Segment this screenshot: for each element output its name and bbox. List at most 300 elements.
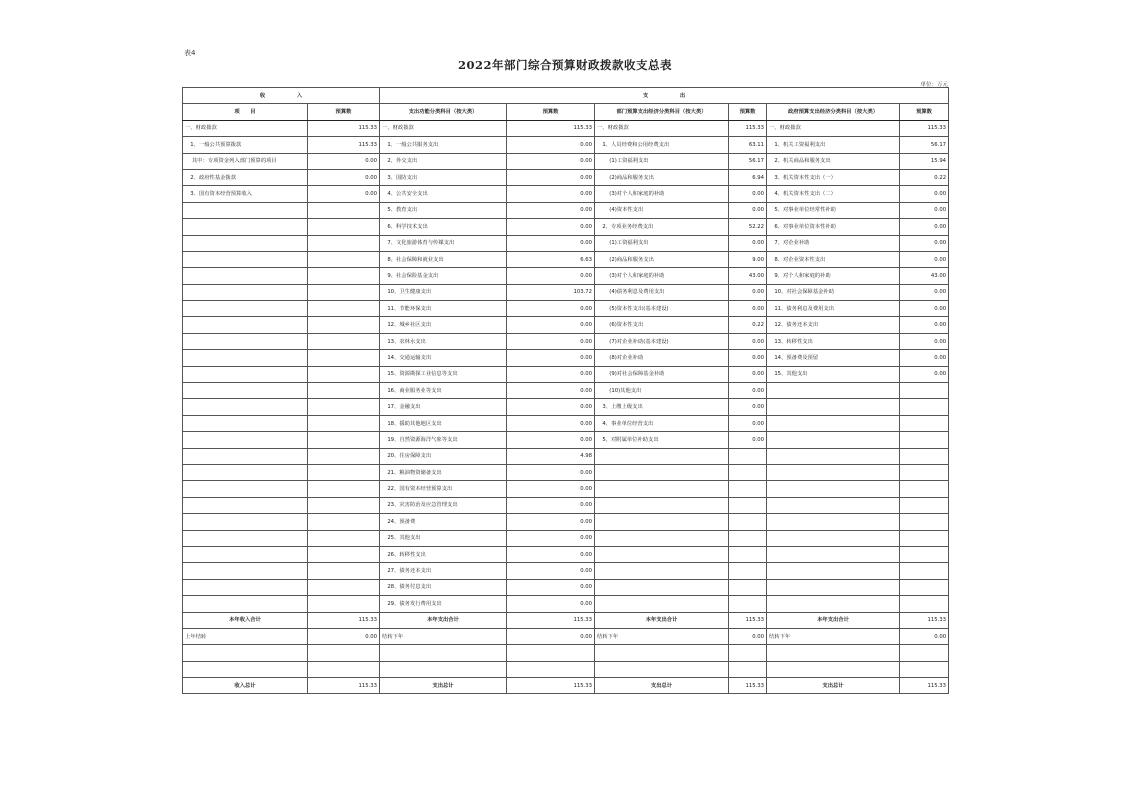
budget-value-cell: 0.00 [507,137,595,153]
item-name-cell [183,235,308,251]
item-name-cell: 结转下年 [767,628,900,644]
table-row [183,448,949,464]
item-name-cell: 2、专项业务经费支出 [595,219,729,235]
item-name-cell: 12、城乡社区支出 [380,317,507,333]
table-row [183,153,949,169]
item-name-cell: 本年支出合计 [595,612,729,628]
budget-value-cell: 115.33 [900,612,949,628]
table-row [183,563,949,579]
item-name-cell: (8)对企业补助 [595,350,729,366]
budget-value-cell: 0.00 [507,268,595,284]
item-name-cell: 本年收入合计 [183,612,308,628]
budget-value-cell: 0.00 [729,350,767,366]
budget-value-cell: 0.00 [900,628,949,644]
budget-value-cell: 43.00 [729,268,767,284]
item-name-cell: (3)对个人和家庭的补助 [595,268,729,284]
item-name-cell [183,317,308,333]
item-name-cell [183,202,308,218]
budget-value-cell [900,514,949,530]
item-name-cell: 11、债务利息及费用支出 [767,301,900,317]
carry-over-row [183,628,949,644]
budget-value-cell [729,514,767,530]
budget-value-cell: 115.33 [507,120,595,136]
budget-value-cell [900,415,949,431]
empty-cell [308,645,380,661]
budget-value-cell: 9.00 [729,251,767,267]
budget-value-cell: 6.94 [729,169,767,185]
item-name-cell [183,481,308,497]
budget-value-cell [729,481,767,497]
column-header-row [183,104,949,120]
table-row [183,301,949,317]
budget-value-cell: 0.00 [729,366,767,382]
item-name-cell: 4、事业单位经营支出 [595,415,729,431]
item-name-cell: (7)对企业补助(基本建设) [595,333,729,349]
table-row [183,415,949,431]
item-name-cell [767,546,900,562]
table-row [183,137,949,153]
budget-value-cell [308,464,380,480]
budget-value-cell: 0.00 [900,235,949,251]
budget-value-cell: 0.00 [507,432,595,448]
item-name-cell [767,481,900,497]
table-row [183,464,949,480]
item-name-cell: 8、社会保障和就业支出 [380,251,507,267]
item-name-cell: 9、社会保险基金支出 [380,268,507,284]
budget-value-cell [729,530,767,546]
expense-group-header: 支 出 [380,88,949,104]
budget-value-cell: 0.00 [507,481,595,497]
budget-value-cell: 115.33 [507,612,595,628]
budget-value-cell [900,399,949,415]
blank-row [183,645,949,661]
budget-value-cell [308,481,380,497]
budget-value-cell: 0.00 [507,317,595,333]
item-name-cell: 1、机关工资福利支出 [767,137,900,153]
column-header: 预算数 [308,104,380,120]
item-name-cell: 本年支出合计 [767,612,900,628]
budget-value-cell: 0.00 [900,317,949,333]
budget-value-cell: 0.00 [308,169,380,185]
budget-value-cell: 0.00 [507,514,595,530]
column-header: 支出功能分类科目（按大类） [380,104,507,120]
item-name-cell: 14、交通运输支出 [380,350,507,366]
item-name-cell: 5、对事业单位经常性补助 [767,202,900,218]
item-name-cell: 4、公共安全支出 [380,186,507,202]
budget-value-cell: 115.33 [900,120,949,136]
table-row [183,268,949,284]
budget-value-cell [308,268,380,284]
item-name-cell: 9、对个人和家庭的补助 [767,268,900,284]
item-name-cell [183,514,308,530]
item-name-cell [767,514,900,530]
item-name-cell: 13、农林水支出 [380,333,507,349]
item-name-cell: 16、商业服务业等支出 [380,383,507,399]
item-name-cell: (3)对个人和家庭的补助 [595,186,729,202]
budget-value-cell: 56.17 [729,153,767,169]
budget-value-cell: 0.00 [507,383,595,399]
budget-value-cell: 0.00 [507,169,595,185]
budget-value-cell [308,432,380,448]
budget-value-cell: 115.33 [308,612,380,628]
budget-value-cell: 43.00 [900,268,949,284]
budget-value-cell: 0.00 [729,333,767,349]
budget-value-cell [308,448,380,464]
empty-cell [595,645,729,661]
item-name-cell [767,399,900,415]
table-row [183,546,949,562]
item-name-cell: (4)资本性支出 [595,202,729,218]
table-row [183,399,949,415]
unit-label: 单位：万元 [920,82,948,88]
budget-value-cell [308,284,380,300]
budget-value-cell: 115.33 [308,678,380,694]
table-row [183,530,949,546]
item-name-cell: 22、国有资本经营预算支出 [380,481,507,497]
column-header: 预算数 [900,104,949,120]
item-name-cell: 12、债务还本支出 [767,317,900,333]
grand-total-row [183,678,949,694]
item-name-cell: 3、国防支出 [380,169,507,185]
income-group-header: 收 入 [183,88,380,104]
item-name-cell: 2、外交支出 [380,153,507,169]
item-name-cell [183,497,308,513]
document-tag: 表4 [184,49,196,57]
budget-value-cell [308,350,380,366]
item-name-cell: (6)资本性支出 [595,317,729,333]
table-row [183,120,949,136]
budget-value-cell: 15.94 [900,153,949,169]
item-name-cell [767,383,900,399]
budget-value-cell: 0.00 [900,251,949,267]
item-name-cell: 20、住房保障支出 [380,448,507,464]
item-name-cell: 2、政府性基金拨款 [183,169,308,185]
budget-value-cell [308,235,380,251]
column-header: 预算数 [729,104,767,120]
budget-value-cell: 0.00 [507,186,595,202]
budget-value-cell: 0.00 [900,366,949,382]
item-name-cell [595,497,729,513]
item-name-cell: 3、上缴上级支出 [595,399,729,415]
budget-value-cell [729,563,767,579]
item-name-cell: 4、机关资本性支出（二） [767,186,900,202]
budget-value-cell [900,481,949,497]
item-name-cell: 收入总计 [183,678,308,694]
table-row [183,219,949,235]
budget-value-cell: 115.33 [308,137,380,153]
item-name-cell [183,251,308,267]
table-footer [183,612,949,694]
budget-value-cell [729,546,767,562]
empty-cell [595,661,729,677]
item-name-cell [183,579,308,595]
item-name-cell [767,432,900,448]
budget-value-cell [900,464,949,480]
item-name-cell: 14、预备费及预留 [767,350,900,366]
budget-value-cell [729,497,767,513]
budget-value-cell: 0.22 [729,317,767,333]
item-name-cell: 5、教育支出 [380,202,507,218]
empty-cell [900,661,949,677]
group-header-row [183,88,949,104]
table-row [183,383,949,399]
budget-value-cell: 0.00 [507,235,595,251]
column-header: 部门预算支出经济分类科目（按大类） [595,104,729,120]
item-name-cell: (2)商品和服务支出 [595,169,729,185]
budget-value-cell: 115.33 [308,120,380,136]
budget-value-cell: 0.00 [900,219,949,235]
budget-value-cell [900,530,949,546]
item-name-cell: (4)债务利息及费用支出 [595,284,729,300]
budget-value-cell [308,399,380,415]
item-name-cell [183,530,308,546]
budget-value-cell: 0.00 [900,350,949,366]
empty-cell [183,661,308,677]
item-name-cell [183,333,308,349]
budget-value-cell [900,432,949,448]
empty-cell [308,661,380,677]
empty-cell [729,645,767,661]
item-name-cell [183,219,308,235]
item-name-cell: 本年支出合计 [380,612,507,628]
item-name-cell: 3、机关资本性支出（一） [767,169,900,185]
item-name-cell [595,530,729,546]
item-name-cell: 24、预备费 [380,514,507,530]
budget-value-cell: 0.22 [900,169,949,185]
budget-value-cell: 52.22 [729,219,767,235]
subtotal-row [183,612,949,628]
budget-value-cell: 0.00 [900,333,949,349]
table-row [183,514,949,530]
table-body [183,120,949,612]
item-name-cell [767,579,900,595]
item-name-cell [183,350,308,366]
budget-value-cell: 0.00 [308,186,380,202]
budget-value-cell [729,464,767,480]
budget-value-cell: 0.00 [308,628,380,644]
item-name-cell: 6、科学技术支出 [380,219,507,235]
budget-value-cell: 0.00 [729,186,767,202]
budget-value-cell: 0.00 [729,399,767,415]
budget-value-cell [729,596,767,612]
item-name-cell: (1)工资福利支出 [595,153,729,169]
item-name-cell: 其中：专项资金列入部门预算的项目 [183,153,308,169]
budget-value-cell [308,317,380,333]
budget-value-cell: 0.00 [900,284,949,300]
budget-value-cell: 56.17 [900,137,949,153]
table-row [183,366,949,382]
item-name-cell: 21、粮油物资储备支出 [380,464,507,480]
budget-value-cell: 0.00 [729,235,767,251]
item-name-cell [595,546,729,562]
budget-value-cell [308,546,380,562]
item-name-cell [183,284,308,300]
item-name-cell: 10、对社会保障基金补助 [767,284,900,300]
budget-value-cell [900,546,949,562]
item-name-cell: 一、财政拨款 [595,120,729,136]
item-name-cell [183,383,308,399]
item-name-cell [767,464,900,480]
budget-value-cell: 63.11 [729,137,767,153]
item-name-cell [595,464,729,480]
item-name-cell: 支出总计 [767,678,900,694]
table-row [183,251,949,267]
budget-value-cell: 0.00 [729,415,767,431]
item-name-cell: 8、对企业资本性支出 [767,251,900,267]
budget-value-cell [308,383,380,399]
empty-cell [507,661,595,677]
budget-value-cell [308,219,380,235]
budget-value-cell [900,448,949,464]
budget-value-cell [900,383,949,399]
budget-value-cell: 4.98 [507,448,595,464]
item-name-cell: 27、债务还本支出 [380,563,507,579]
item-name-cell: 25、其他支出 [380,530,507,546]
item-name-cell: 26、转移性支出 [380,546,507,562]
budget-value-cell: 0.00 [729,432,767,448]
budget-value-cell [308,579,380,595]
budget-value-cell: 0.00 [507,415,595,431]
item-name-cell [183,563,308,579]
table-row [183,432,949,448]
item-name-cell: 支出总计 [380,678,507,694]
item-name-cell [183,301,308,317]
budget-value-cell [308,202,380,218]
item-name-cell: 15、其他支出 [767,366,900,382]
budget-value-cell: 0.00 [507,596,595,612]
item-name-cell: 18、援助其他地区支出 [380,415,507,431]
table-row [183,235,949,251]
page-title: 2022年部门综合预算财政拨款收支总表 [457,58,672,72]
budget-value-cell [308,530,380,546]
item-name-cell: 11、节能环保支出 [380,301,507,317]
item-name-cell [767,448,900,464]
budget-value-cell [308,251,380,267]
budget-value-cell: 115.33 [729,120,767,136]
item-name-cell: 一、财政拨款 [767,120,900,136]
budget-value-cell [900,596,949,612]
empty-cell [729,661,767,677]
budget-value-cell [308,514,380,530]
budget-value-cell: 0.00 [507,301,595,317]
budget-value-cell: 0.00 [507,219,595,235]
budget-value-cell [308,301,380,317]
item-name-cell [183,432,308,448]
item-name-cell: 一、财政拨款 [380,120,507,136]
table-row [183,202,949,218]
item-name-cell [183,366,308,382]
budget-value-cell [308,333,380,349]
budget-value-cell: 0.00 [507,563,595,579]
empty-cell [380,661,507,677]
budget-value-cell: 0.00 [507,350,595,366]
budget-value-cell [308,497,380,513]
empty-cell [507,645,595,661]
item-name-cell [183,268,308,284]
budget-value-cell: 0.00 [507,366,595,382]
column-header: 项 目 [183,104,308,120]
item-name-cell: 3、国有资本经营预算收入 [183,186,308,202]
item-name-cell: 7、对企业补助 [767,235,900,251]
budget-value-cell: 0.00 [507,579,595,595]
item-name-cell: 5、对附属单位补助支出 [595,432,729,448]
item-name-cell [767,563,900,579]
budget-value-cell: 115.33 [900,678,949,694]
budget-value-cell [308,415,380,431]
table-row [183,186,949,202]
empty-cell [767,661,900,677]
budget-table [182,87,949,694]
budget-value-cell [308,563,380,579]
blank-row [183,661,949,677]
budget-value-cell: 0.00 [729,202,767,218]
budget-value-cell: 0.00 [308,153,380,169]
item-name-cell [183,448,308,464]
budget-value-cell: 0.00 [729,301,767,317]
budget-value-cell [729,448,767,464]
item-name-cell: 结转下年 [380,628,507,644]
budget-value-cell: 0.00 [507,333,595,349]
item-name-cell [183,399,308,415]
item-name-cell: 15、资源勘探工业信息等支出 [380,366,507,382]
budget-value-cell: 0.00 [507,628,595,644]
item-name-cell: (9)对社会保障基金补助 [595,366,729,382]
item-name-cell: 19、自然资源海洋气象等支出 [380,432,507,448]
item-name-cell [595,579,729,595]
item-name-cell: 1、一般公共服务支出 [380,137,507,153]
budget-value-cell: 0.00 [900,202,949,218]
column-header: 政府预算支出经济分类科目（按大类） [767,104,900,120]
item-name-cell [767,415,900,431]
item-name-cell [183,415,308,431]
table-row [183,317,949,333]
budget-value-cell [900,579,949,595]
budget-value-cell: 0.00 [507,464,595,480]
item-name-cell: 29、债务发行费用支出 [380,596,507,612]
budget-value-cell [308,366,380,382]
item-name-cell [595,481,729,497]
item-name-cell: 17、金融支出 [380,399,507,415]
budget-value-cell [900,563,949,579]
item-name-cell: 2、机关商品和服务支出 [767,153,900,169]
item-name-cell: 7、文化旅游体育与传媒支出 [380,235,507,251]
item-name-cell: 上年结转 [183,628,308,644]
item-name-cell: 13、转移性支出 [767,333,900,349]
empty-cell [767,645,900,661]
table-row [183,596,949,612]
budget-value-cell: 0.00 [729,383,767,399]
item-name-cell [595,596,729,612]
budget-value-cell: 6.63 [507,251,595,267]
item-name-cell [183,596,308,612]
item-name-cell: 一、财政拨款 [183,120,308,136]
budget-value-cell: 0.00 [507,202,595,218]
table-row [183,284,949,300]
item-name-cell [595,448,729,464]
budget-value-cell: 115.33 [729,678,767,694]
item-name-cell: (1)工资福利支出 [595,235,729,251]
budget-value-cell: 115.33 [507,678,595,694]
item-name-cell [183,546,308,562]
budget-value-cell [900,497,949,513]
table-row [183,169,949,185]
item-name-cell [767,497,900,513]
empty-cell [183,645,308,661]
table-row [183,579,949,595]
budget-value-cell [308,596,380,612]
budget-value-cell: 0.00 [507,153,595,169]
item-name-cell: (2)商品和服务支出 [595,251,729,267]
